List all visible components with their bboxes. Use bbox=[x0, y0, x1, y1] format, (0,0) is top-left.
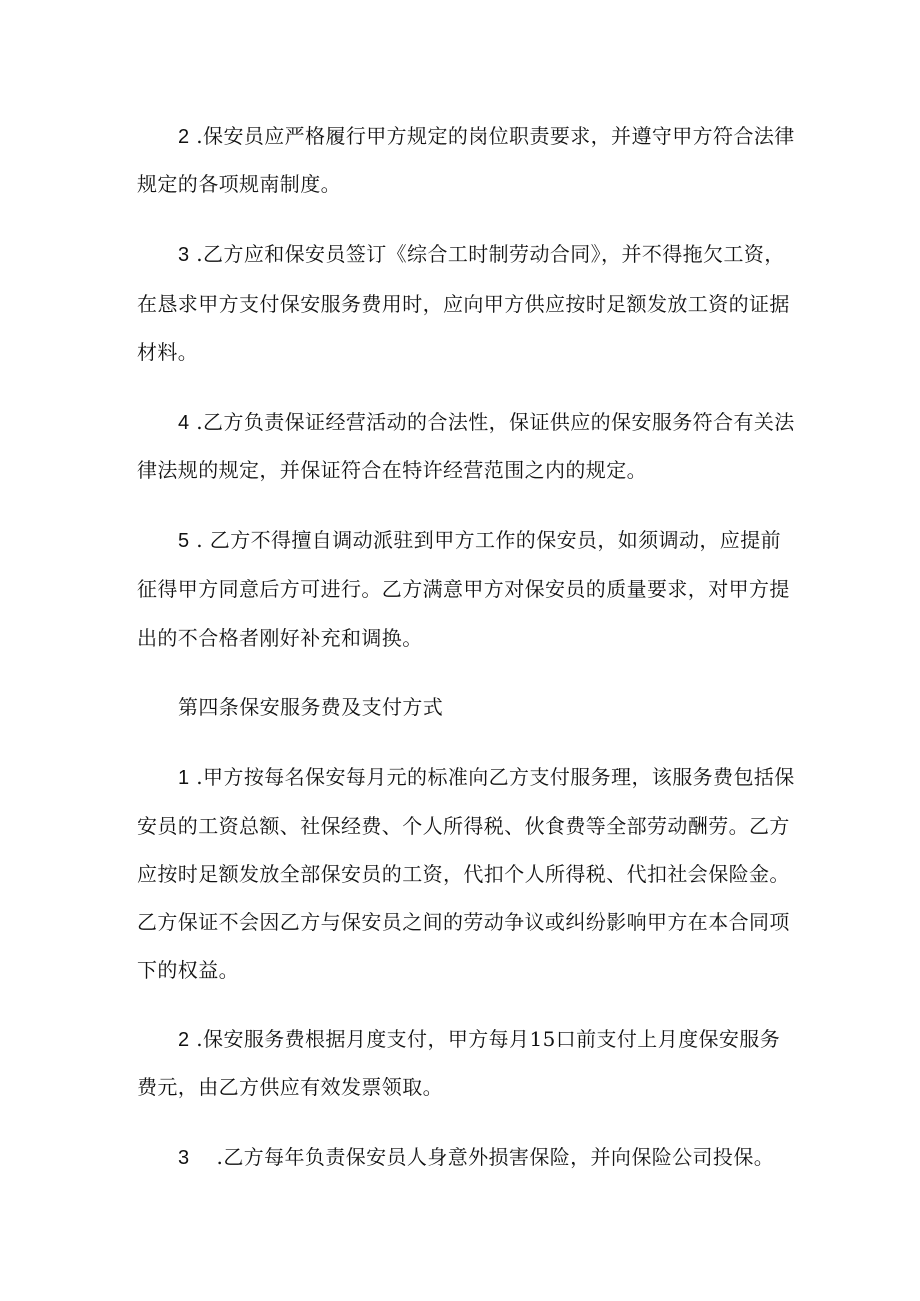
paragraph-text: 安员的工资总额、社保经费、个人所得税、伙食费等全部劳动酬劳。乙方 bbox=[137, 814, 790, 838]
paragraph-line bbox=[178, 408, 795, 437]
item-number: 2 bbox=[178, 1029, 190, 1051]
item-number: 3 bbox=[178, 1147, 190, 1169]
paragraph-text: 材料。 bbox=[137, 340, 199, 364]
paragraph-line bbox=[137, 338, 198, 366]
paragraph-text: 在恳求甲方支付保安服务费用时，应向甲方供应按时足额发放工资的证据 bbox=[137, 292, 790, 316]
paragraph-line bbox=[137, 624, 423, 652]
paragraph-line bbox=[137, 908, 790, 936]
paragraph-text: 应按时足额发放全部保安员的工资，代扣个人所得税、代扣社会保险金。 bbox=[137, 862, 790, 886]
paragraph-text: 征得甲方同意后方可进行。乙方满意甲方对保安员的质量要求，对甲方提 bbox=[137, 577, 790, 601]
paragraph-line bbox=[137, 1073, 443, 1101]
paragraph-text: .甲方按每名保安每月元的标准向乙方支付服务理，该服务费包括保 bbox=[189, 765, 795, 789]
paragraph-line bbox=[178, 1143, 774, 1172]
paragraph-text: 出的不合格者刚好补充和调换。 bbox=[137, 626, 423, 650]
paragraph-text: 律法规的规定，并保证符合在特许经营范围之内的规定。 bbox=[137, 458, 647, 482]
paragraph-text: .保安服务费根据月度支付，甲方每月15口前支付上月度保安服务 bbox=[189, 1027, 781, 1051]
paragraph-line bbox=[137, 170, 341, 198]
item-number: 3 bbox=[178, 244, 190, 266]
paragraph-line bbox=[137, 575, 790, 603]
paragraph-line bbox=[178, 122, 795, 151]
paragraph-line bbox=[137, 456, 647, 484]
paragraph-text: 规定的各项规南制度。 bbox=[137, 172, 341, 196]
paragraph-text: .乙方每年负责保安员人身意外损害保险，并向保险公司投保。 bbox=[189, 1145, 775, 1169]
item-number: 1 bbox=[178, 767, 190, 789]
paragraph-text: 下的权益。 bbox=[137, 958, 239, 982]
paragraph-line bbox=[178, 763, 795, 792]
item-number: 4 bbox=[178, 412, 190, 434]
paragraph-line bbox=[137, 812, 790, 840]
paragraph-line bbox=[137, 860, 790, 888]
paragraph-text: 乙方保证不会因乙方与保安员之间的劳动争议或纠纷影响甲方在本合同项 bbox=[137, 910, 790, 934]
section-heading bbox=[178, 693, 443, 721]
item-number: 5 bbox=[178, 530, 190, 552]
paragraph-line bbox=[178, 526, 781, 555]
item-number: 2 bbox=[178, 126, 190, 148]
section-heading-text: 第四条保安服务费及支付方式 bbox=[178, 695, 444, 719]
paragraph-text: .保安员应严格履行甲方规定的岗位职责要求，并遵守甲方符合法律 bbox=[189, 124, 795, 148]
paragraph-line bbox=[137, 956, 239, 984]
paragraph-line bbox=[137, 290, 790, 318]
paragraph-line bbox=[178, 1025, 780, 1054]
paragraph-text: 费元，由乙方供应有效发票领取。 bbox=[137, 1075, 443, 1099]
paragraph-text: .乙方负责保证经营活动的合法性，保证供应的保安服务符合有关法 bbox=[189, 410, 795, 434]
paragraph-text: . 乙方不得擅自调动派驻到甲方工作的保安员，如须调动，应提前 bbox=[189, 528, 782, 552]
paragraph-line bbox=[178, 240, 785, 269]
paragraph-text: .乙方应和保安员签订《综合工时制劳动合同》，并不得拖欠工资， bbox=[189, 242, 785, 266]
